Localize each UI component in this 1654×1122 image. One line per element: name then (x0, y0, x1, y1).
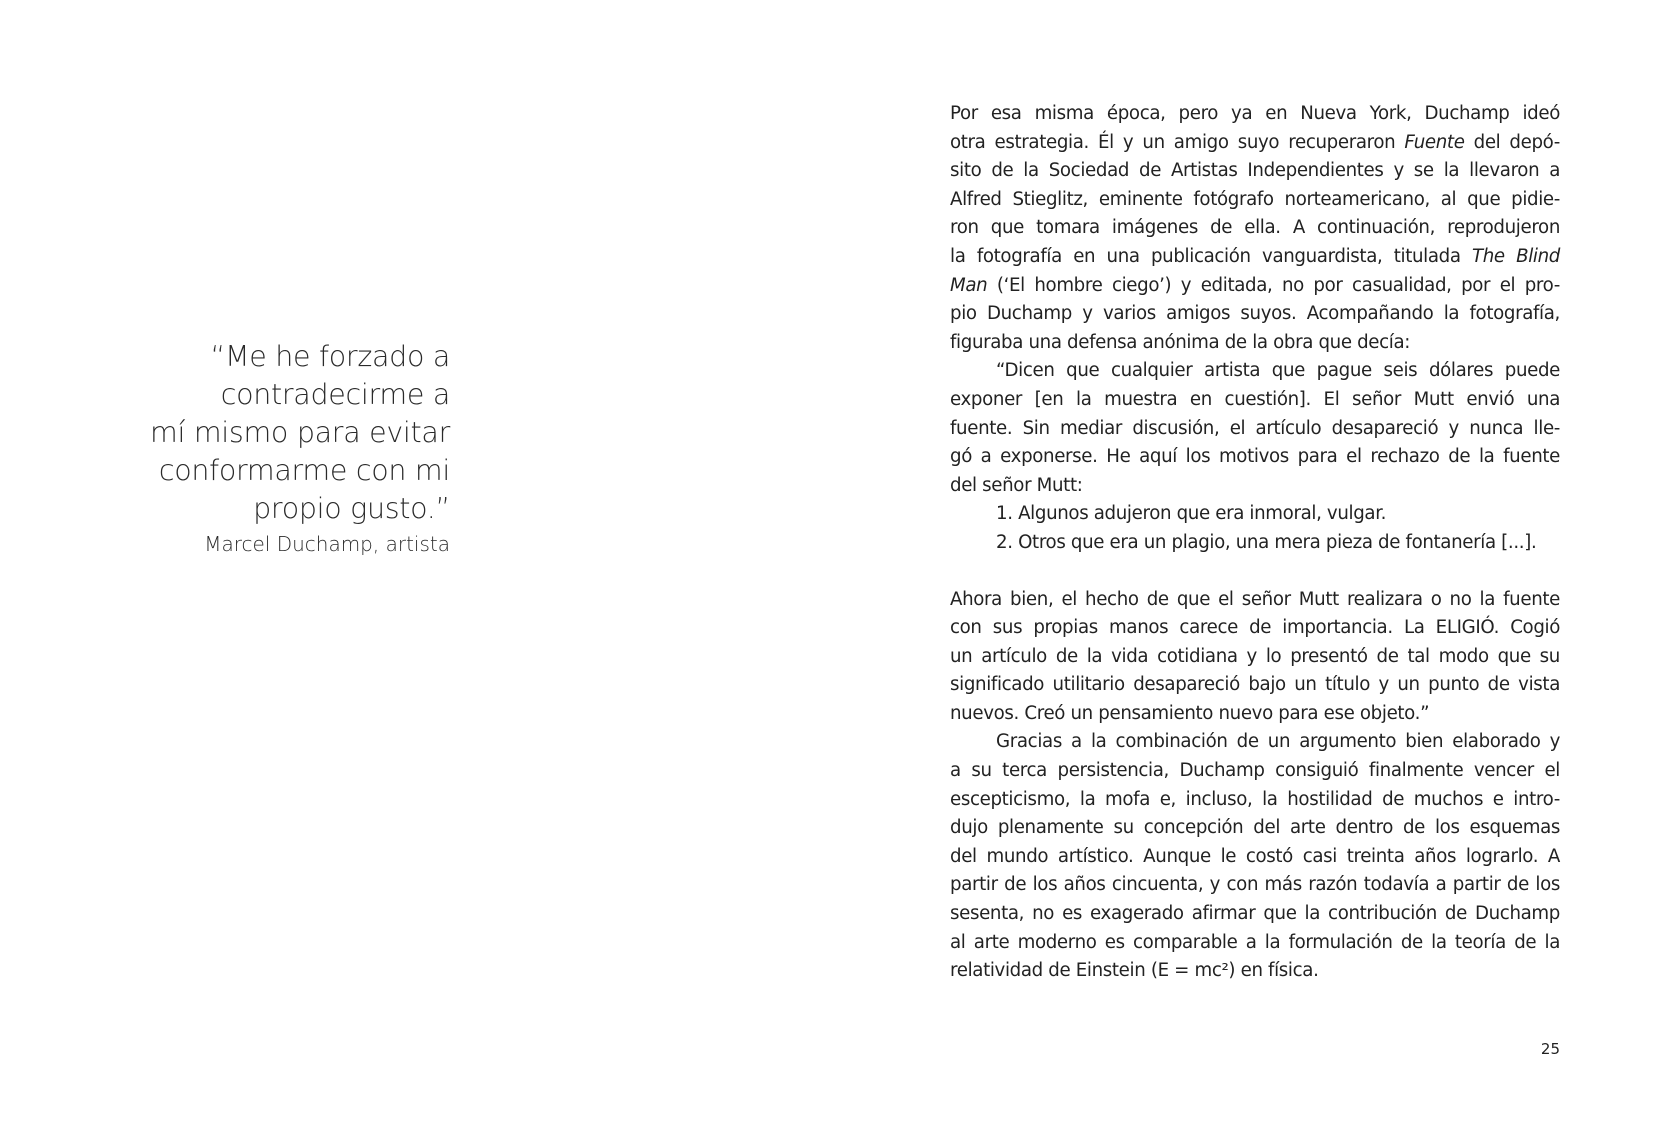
text-line: Ahora bien, el hecho de que el señor Mutt realizara o no la fuente (950, 588, 1560, 610)
paragraph-gap (950, 558, 1560, 586)
text-line: a su terca persistencia, Duchamp consiguió finalmente vencer el (950, 760, 1560, 782)
text-line (950, 272, 1560, 301)
page-number: 25 (1540, 1040, 1560, 1058)
text-line: pio Duchamp y varios amigos suyos. Acompañando la fotografía, (950, 303, 1560, 325)
text-line: figuraba una defensa anónima de la obra que decía: (950, 331, 1411, 353)
list-item: 1. Algunos adujeron que era inmoral, vulgar. (996, 503, 1387, 525)
text-run: la fotografía en una publicación vanguardista, titulada (950, 245, 1472, 267)
text-line: del señor Mutt: (950, 474, 1083, 496)
text-line: dujo plenamente su concepción del arte dentro de los esquemas (950, 817, 1560, 839)
text-run: (‘El hombre ciego’) y editada, no por casualidad, por el pro- (987, 274, 1560, 296)
list-item: 2. Otros que era un plagio, una mera pieza de fontanería [...]. (996, 531, 1537, 553)
text-line (950, 243, 1560, 272)
text-line: sesenta, no es exagerado afirmar que la contribución de Duchamp (950, 903, 1560, 925)
text-line: ron que tomara imágenes de ella. A continuación, reprodujeron (950, 217, 1560, 239)
text-line: escepticismo, la mofa e, incluso, la hostilidad de muchos e intro- (950, 788, 1560, 810)
text-line: Alfred Stieglitz, eminente fotógrafo norteamericano, al que pidie- (950, 188, 1560, 210)
text-line: sito de la Sociedad de Artistas Independientes y se la llevaron a (950, 160, 1560, 182)
pull-quote-line: contradecirme a (220, 378, 450, 411)
text-line: fuente. Sin mediar discusión, el artículo desapareció y nunca lle- (950, 417, 1560, 439)
text-line: nuevos. Creó un pensamiento nuevo para ese objeto.” (950, 702, 1430, 724)
paragraph (950, 100, 1560, 357)
text-line: gó a exponerse. He aquí los motivos para el rechazo de la fuente (950, 446, 1560, 468)
text-line: del mundo artístico. Aunque le costó casi treinta años lograrlo. A (950, 845, 1560, 867)
text-line: partir de los años cincuenta, y con más razón todavía a partir de los (950, 874, 1560, 896)
pull-quote-author: Marcel Duchamp, artista (204, 532, 450, 556)
text-line (950, 129, 1560, 158)
text-line: significado utilitario desapareció bajo un título y un punto de vista (950, 674, 1560, 696)
text-line: relatividad de Einstein (E = mc²) en física. (950, 960, 1319, 982)
publication-title: Man (950, 274, 988, 296)
text-line: al arte moderno es comparable a la formulación de la teoría de la (950, 931, 1560, 953)
pull-quote (100, 338, 450, 559)
pull-quote-line: mí mismo para evitar (150, 416, 450, 449)
text-line: exponer [en la muestra en cuestión]. El señor Mutt envió una (950, 388, 1560, 410)
text-line: un artículo de la vida cotidiana y lo presentó de tal modo que su (950, 645, 1560, 667)
text-run: del depó- (1464, 131, 1560, 153)
quoted-defense (950, 357, 1560, 728)
text-line: con sus propias manos carece de importancia. La ELIGIÓ. Cogió (950, 617, 1560, 639)
text-line: “Dicen que cualquier artista que pague seis dólares puede (996, 360, 1560, 382)
text-run: otra estrategia. Él y un amigo suyo recuperaron (950, 131, 1405, 153)
text-line: Por esa misma época, pero ya en Nueva York, Duchamp ideó (950, 103, 1560, 124)
artwork-title: Fuente (1404, 131, 1465, 153)
pull-quote-line: propio gusto.” (253, 492, 450, 525)
paragraph (950, 728, 1560, 985)
pull-quote-line: “Me he forzado a (210, 340, 450, 373)
body-text (950, 100, 1560, 986)
pull-quote-line: conformarme con mi (158, 454, 450, 487)
text-line: Gracias a la combinación de un argumento bien elaborado y (996, 731, 1560, 753)
publication-title: The Blind (1471, 245, 1560, 267)
